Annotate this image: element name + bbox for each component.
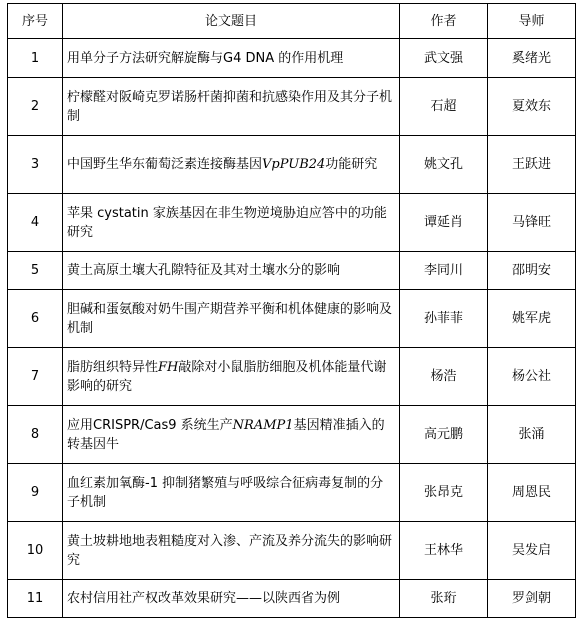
row-author: 石超 bbox=[400, 78, 488, 136]
title-text: 中国野生华东葡萄泛素连接酶基因 bbox=[67, 157, 263, 172]
row-author: 姚文孔 bbox=[400, 136, 488, 194]
row-advisor: 姚军虎 bbox=[488, 290, 576, 348]
header-num: 序号 bbox=[8, 4, 63, 39]
title-text: 基因精准插入的转基因牛 bbox=[67, 417, 385, 452]
row-title: 柠檬醛对阪崎克罗诺肠杆菌抑菌和抗感染作用及其分子机制 bbox=[63, 78, 400, 136]
row-author: 孙菲菲 bbox=[400, 290, 488, 348]
gene-name: FH bbox=[158, 359, 179, 375]
row-author: 张昂克 bbox=[400, 464, 488, 522]
table-row bbox=[8, 194, 576, 252]
table-row bbox=[8, 348, 576, 406]
row-title: 血红素加氧酶-1 抑制猪繁殖与呼吸综合征病毒复制的分子机制 bbox=[63, 464, 400, 522]
row-num: 6 bbox=[8, 290, 63, 348]
table-row bbox=[8, 580, 576, 618]
row-author: 高元鹏 bbox=[400, 406, 488, 464]
table-row bbox=[8, 39, 576, 78]
row-num: 9 bbox=[8, 464, 63, 522]
row-num: 4 bbox=[8, 194, 63, 252]
gene-name: NRAMP1 bbox=[232, 417, 294, 433]
row-author: 张珩 bbox=[400, 580, 488, 618]
row-num: 10 bbox=[8, 522, 63, 580]
row-advisor: 邵明安 bbox=[488, 252, 576, 290]
title-text: 敲除对小鼠脂肪细胞及机体能量代谢影响的研究 bbox=[67, 359, 387, 394]
table-row bbox=[8, 522, 576, 580]
table-row bbox=[8, 406, 576, 464]
row-num: 2 bbox=[8, 78, 63, 136]
row-advisor: 杨公社 bbox=[488, 348, 576, 406]
row-advisor: 周恩民 bbox=[488, 464, 576, 522]
row-advisor: 夏效东 bbox=[488, 78, 576, 136]
row-title: 黄土坡耕地地表粗糙度对入渗、产流及养分流失的影响研究 bbox=[63, 522, 400, 580]
row-num: 1 bbox=[8, 39, 63, 78]
row-num: 7 bbox=[8, 348, 63, 406]
row-title bbox=[63, 406, 400, 464]
row-advisor: 马锋旺 bbox=[488, 194, 576, 252]
table-header-row bbox=[8, 4, 576, 39]
row-author: 谭延肖 bbox=[400, 194, 488, 252]
table-row bbox=[8, 78, 576, 136]
row-title bbox=[63, 348, 400, 406]
gene-name: VpPUB24 bbox=[262, 157, 326, 172]
row-num: 5 bbox=[8, 252, 63, 290]
row-title: 用单分子方法研究解旋酶与G4 DNA 的作用机理 bbox=[63, 39, 400, 78]
title-text: 脂肪组织特异性 bbox=[67, 359, 159, 375]
thesis-table bbox=[7, 3, 576, 618]
row-title: 胆碱和蛋氨酸对奶牛围产期营养平衡和机体健康的影响及机制 bbox=[63, 290, 400, 348]
row-num: 8 bbox=[8, 406, 63, 464]
row-advisor: 吴发启 bbox=[488, 522, 576, 580]
row-title bbox=[63, 136, 400, 194]
row-title: 农村信用社产权改革效果研究——以陕西省为例 bbox=[63, 580, 400, 618]
row-advisor: 奚绪光 bbox=[488, 39, 576, 78]
title-text: 应用CRISPR/Cas9 系统生产 bbox=[67, 417, 233, 433]
row-author: 武文强 bbox=[400, 39, 488, 78]
header-advisor: 导师 bbox=[488, 4, 576, 39]
row-title: 苹果 cystatin 家族基因在非生物逆境胁迫应答中的功能研究 bbox=[63, 194, 400, 252]
row-author: 李同川 bbox=[400, 252, 488, 290]
table-row bbox=[8, 464, 576, 522]
table-row bbox=[8, 136, 576, 194]
table-row bbox=[8, 252, 576, 290]
row-num: 3 bbox=[8, 136, 63, 194]
header-title: 论文题目 bbox=[63, 4, 400, 39]
row-title: 黄土高原土壤大孔隙特征及其对土壤水分的影响 bbox=[63, 252, 400, 290]
header-author: 作者 bbox=[400, 4, 488, 39]
table-row bbox=[8, 290, 576, 348]
row-num: 11 bbox=[8, 580, 63, 618]
title-text: 功能研究 bbox=[325, 157, 378, 172]
row-author: 杨浩 bbox=[400, 348, 488, 406]
row-advisor: 罗剑朝 bbox=[488, 580, 576, 618]
row-author: 王林华 bbox=[400, 522, 488, 580]
row-advisor: 张涌 bbox=[488, 406, 576, 464]
row-advisor: 王跃进 bbox=[488, 136, 576, 194]
